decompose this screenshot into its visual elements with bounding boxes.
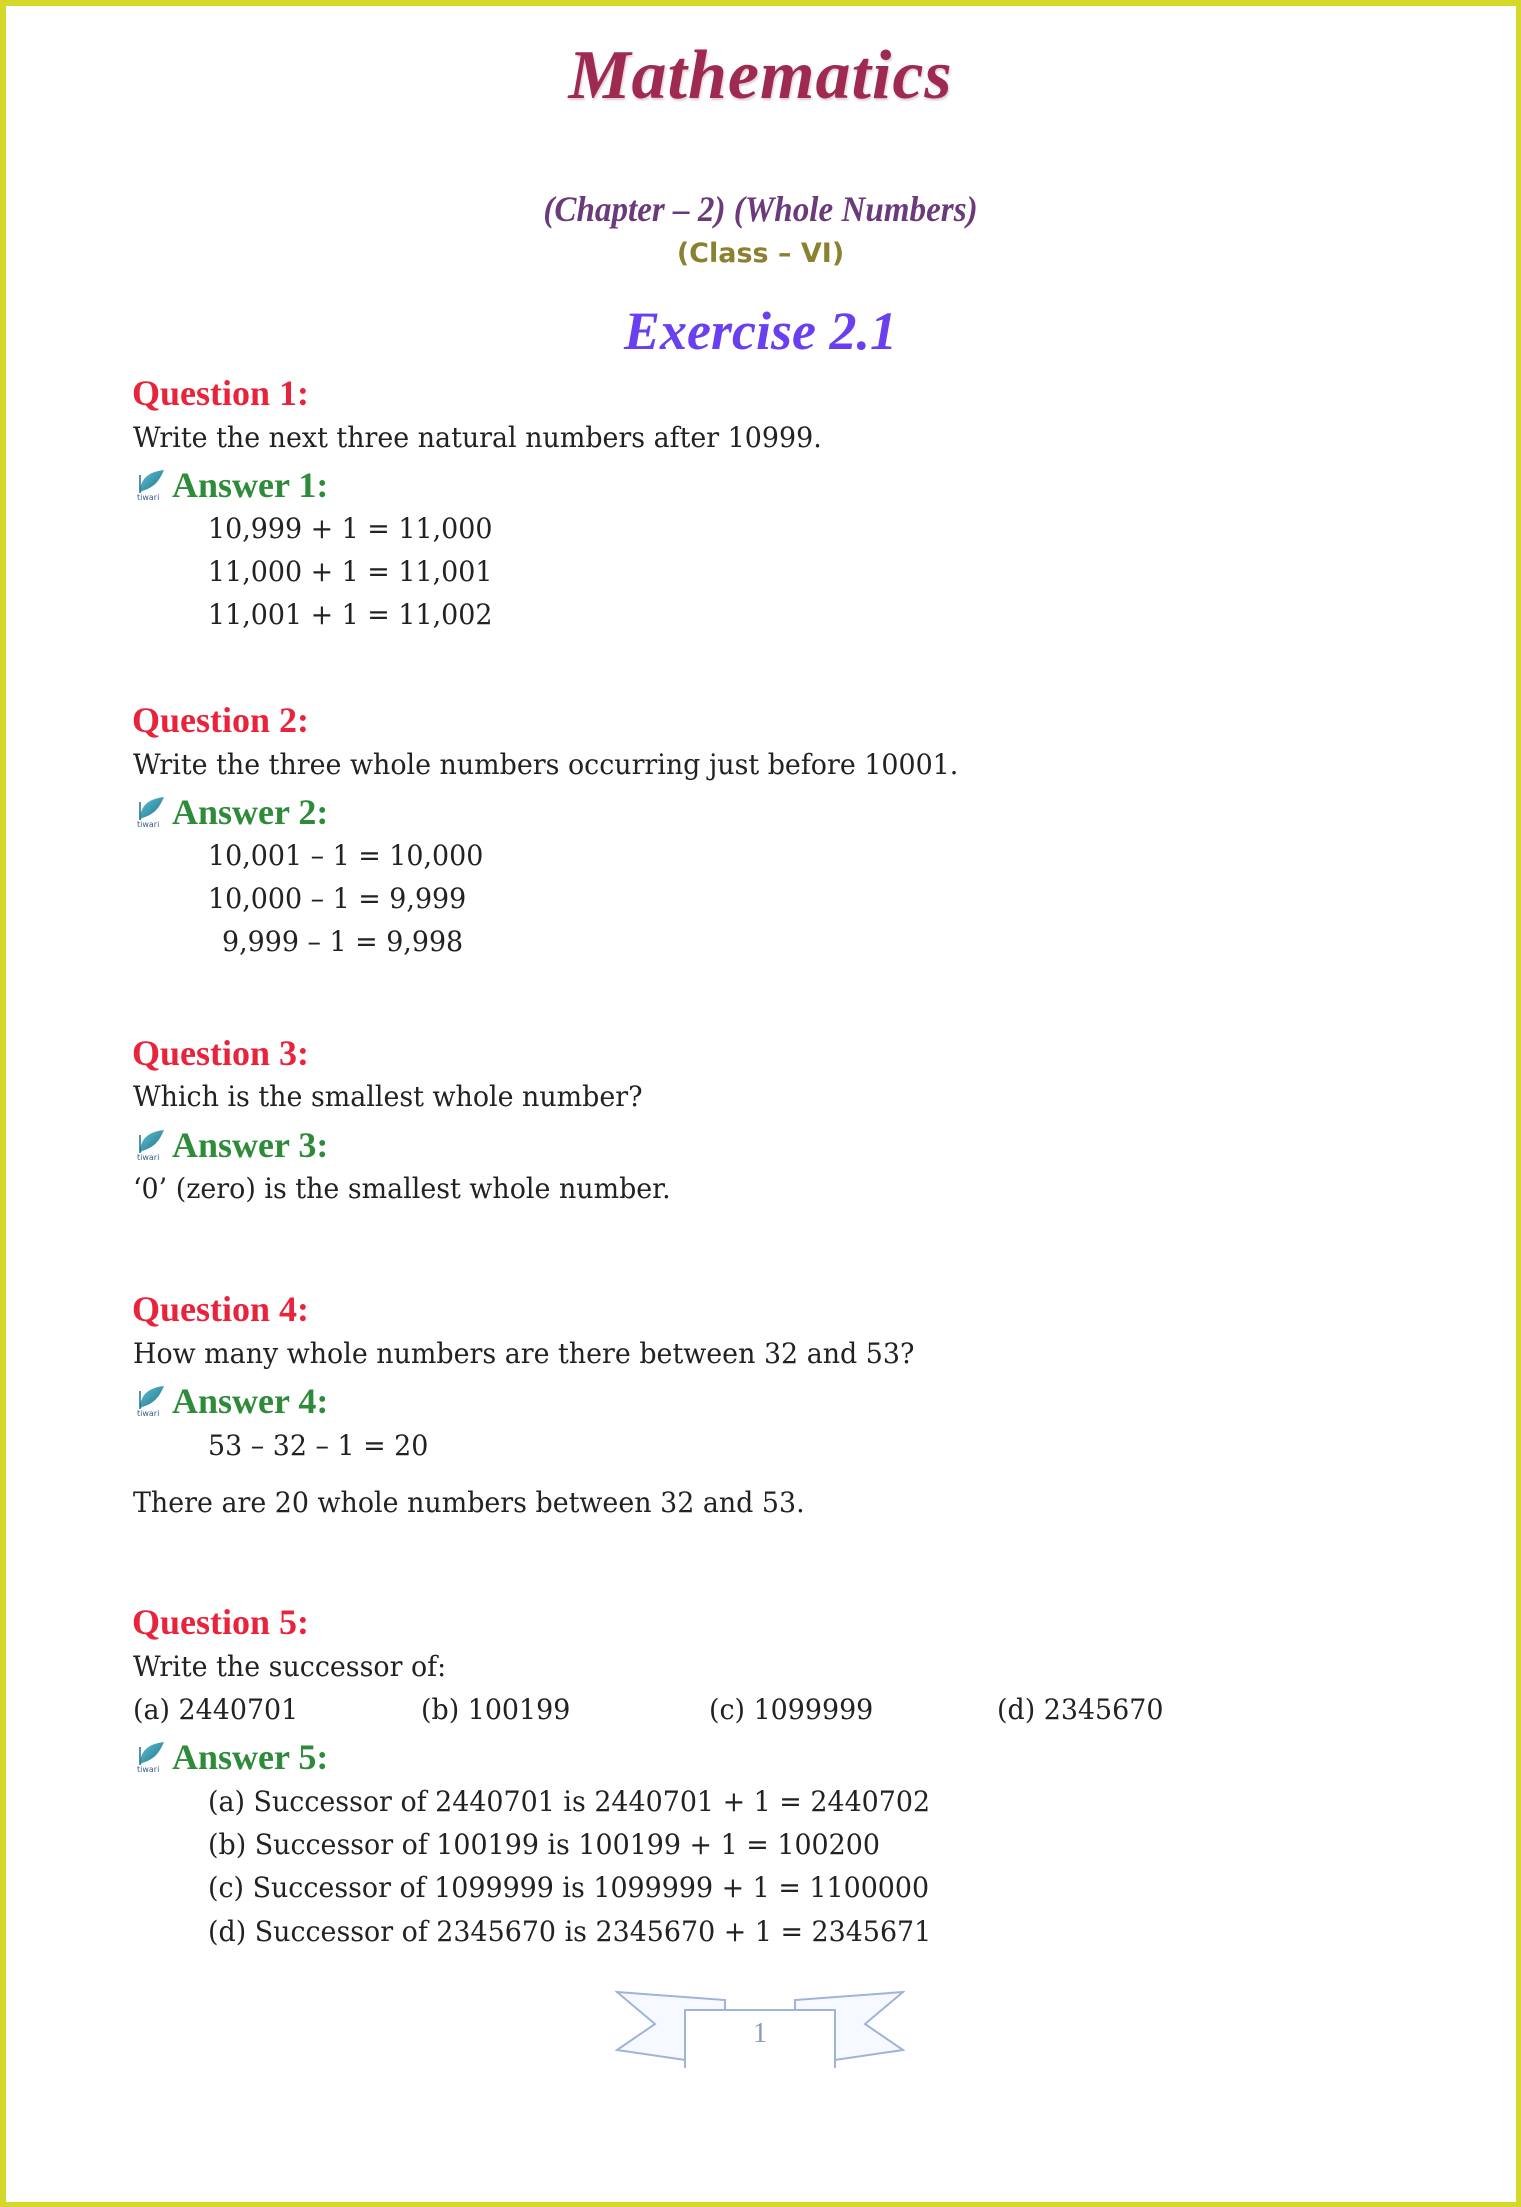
answer-2-line: 10,000 – 1 = 9,999 [208,882,467,915]
question-1-text: Write the next three natural numbers after 10999. [133,421,822,454]
question-2-heading: Question 2: [132,700,310,740]
tiwari-logo-icon [134,1739,168,1773]
question-5-text: Write the successor of: [133,1650,447,1683]
answer-1-line: 11,001 + 1 = 11,002 [208,598,493,631]
option-a: (a) 2440701 [133,1693,299,1726]
option-d: (d) 2345670 [997,1693,1164,1726]
question-5-heading: Question 5: [132,1602,310,1642]
answer-4-line: 53 – 32 – 1 = 20 [208,1429,429,1462]
question-2-text: Write the three whole numbers occurring just before 10001. [133,748,959,781]
question-4-text: How many whole numbers are there between 32 and 53? [133,1337,915,1370]
answer-5-line: (c) Successor of 1099999 is 1099999 + 1 = 1100000 [208,1871,930,1904]
question-4-heading: Question 4: [132,1289,310,1329]
answer-1-line: 10,999 + 1 = 11,000 [208,512,493,545]
page-title: Mathematics [568,37,953,114]
answer-2-heading: Answer 2: [172,792,329,832]
answer-2-line: 9,999 – 1 = 9,998 [222,925,464,958]
answer-3-line: ‘0’ (zero) is the smallest whole number. [133,1172,671,1205]
tiwari-logo-icon [134,1127,168,1161]
question-3-heading: Question 3: [132,1033,310,1073]
answer-3-heading: Answer 3: [172,1125,329,1165]
question-5-options [133,1693,1285,1726]
question-3-text: Which is the smallest whole number? [133,1080,643,1113]
page-number: 1 [753,2018,767,2049]
answer-4-conclusion: There are 20 whole numbers between 32 and 53. [133,1486,805,1519]
answer-5-line: (d) Successor of 2345670 is 2345670 + 1 = 2345671 [208,1915,932,1948]
answer-5-line: (a) Successor of 2440701 is 2440701 + 1 = 2440702 [208,1785,931,1818]
answer-5-heading: Answer 5: [172,1737,329,1777]
chapter-heading: (Chapter – 2) (Whole Numbers) [543,189,978,229]
tiwari-logo-icon [134,1383,168,1417]
class-label: (Class – VI) [676,238,845,269]
tiwari-logo-icon [134,467,168,501]
option-c: (c) 1099999 [709,1693,874,1726]
answer-1-heading: Answer 1: [172,465,329,505]
exercise-heading: Exercise 2.1 [624,301,897,361]
answer-4-heading: Answer 4: [172,1381,329,1421]
question-1-heading: Question 1: [132,373,310,413]
answer-5-line: (b) Successor of 100199 is 100199 + 1 = 100200 [208,1828,880,1861]
answer-2-line: 10,001 – 1 = 10,000 [208,839,484,872]
answer-1-line: 11,000 + 1 = 11,001 [208,555,493,588]
tiwari-logo-icon [134,794,168,828]
option-b: (b) 100199 [421,1693,571,1726]
